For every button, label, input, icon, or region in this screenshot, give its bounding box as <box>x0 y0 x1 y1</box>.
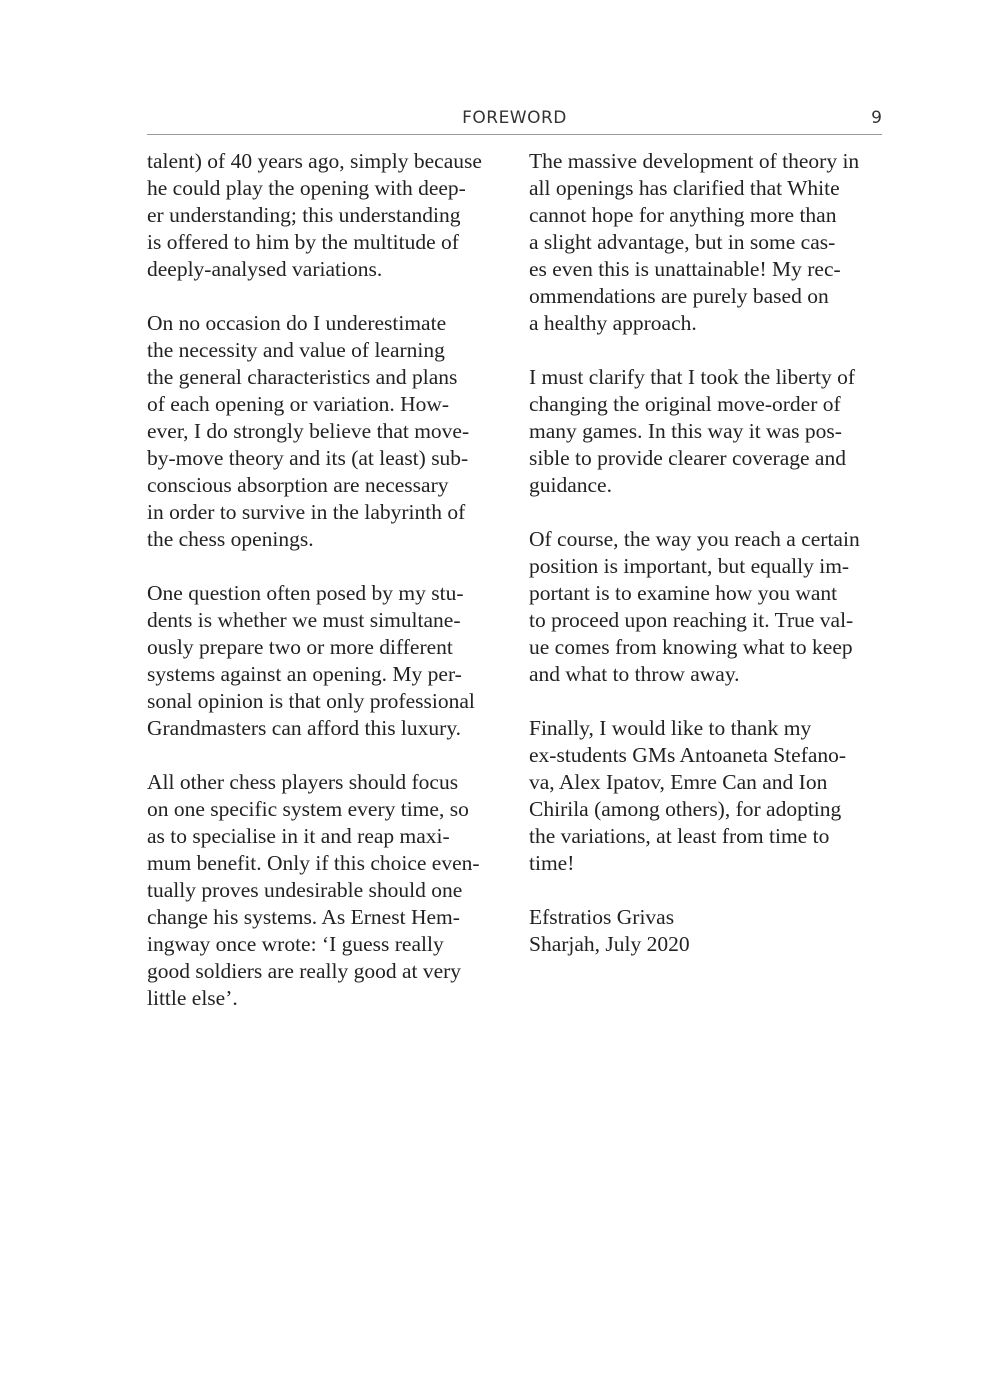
running-header <box>147 106 882 135</box>
paragraph: talent) of 40 years ago, simply because he could play the opening with deep- er understanding; this understanding is offered to him by the multitude of deeply-analysed variations. <box>147 149 482 281</box>
paragraph: On no occasion do I underestimate the necessity and value of learning the general characteristics and plans of each opening or variation. How- ever, I do strongly believe that move- by-move theory and its (at least) sub- conscious absorption are necessary in order to survive in the labyrinth of the chess openings. <box>147 311 470 551</box>
paragraph: Of course, the way you reach a certain position is important, but equally im- portant is to examine how you want to proceed upon reaching it. True val- ue comes from knowing what to keep and what to throw away. <box>529 527 860 686</box>
running-title: FOREWORD <box>462 108 567 128</box>
paragraph: All other chess players should focus on one specific system every time, so as to specialise in it and reap maxi- mum benefit. Only if this choice even- tually proves undesirable should one change his systems. As Ernest Hem- ingway once wrote: ‘I guess really good soldiers are really good at very little else’. <box>147 770 480 1010</box>
right-column <box>529 148 882 958</box>
paragraph: I must clarify that I took the liberty of changing the original move-order of many games. In this way it was pos- sible to provide clearer coverage and guidance. <box>529 365 855 497</box>
place-date: Sharjah, July 2020 <box>529 932 690 956</box>
paragraph: The massive development of theory in all openings has clarified that White cannot hope for anything more than a slight advantage, but in some cas- es even this is unattainable! My rec- ommendations are purely based on a healthy approach. <box>529 149 860 335</box>
page-number: 9 <box>871 108 882 128</box>
paragraph: Finally, I would like to thank my ex-students GMs Antoaneta Stefano- va, Alex Ipatov, Emre Can and Ion Chirila (among others), for adopting the variations, at least from time to time! <box>529 716 847 875</box>
left-column <box>147 148 500 1039</box>
paragraph: One question often posed by my stu- dents is whether we must simultane- ously prepare two or more different systems against an opening. My per- sonal opinion is that only professional Grandmasters can afford this luxury. <box>147 581 475 740</box>
author-name: Efstratios Grivas <box>529 905 675 929</box>
signature-block <box>529 904 882 958</box>
